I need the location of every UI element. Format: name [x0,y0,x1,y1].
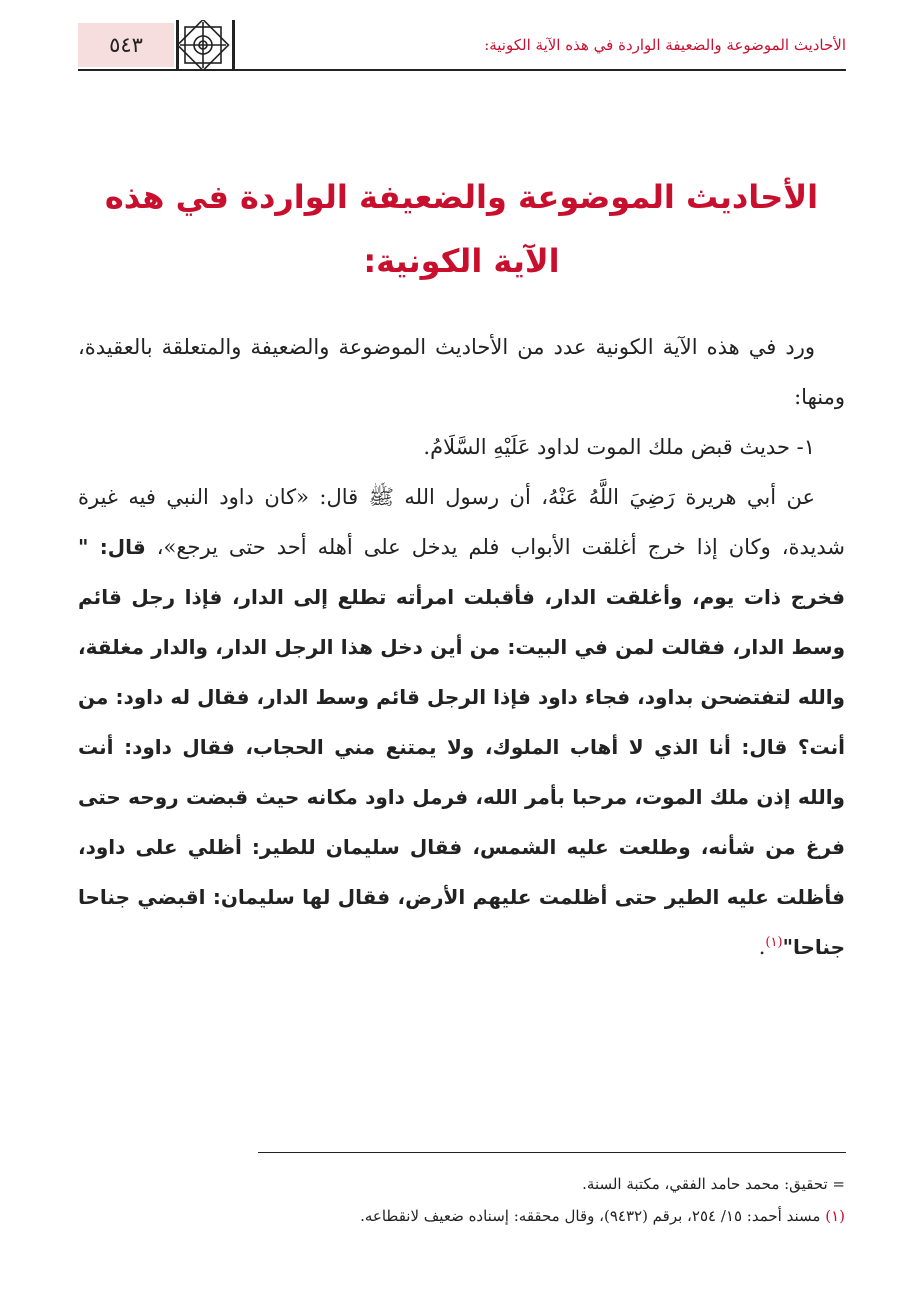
footnotes [78,1168,845,1232]
hadith-paragraph [78,472,845,972]
header-rule [78,69,846,71]
footnote-marker[interactable]: (١) [765,935,783,950]
footnote-continued: = تحقيق: محمد حامد الفقي، مكتبة السنة. [582,1175,845,1193]
main-text [78,322,845,972]
footnote-rule [258,1152,846,1153]
footnote-1-number: (١) [825,1207,845,1225]
running-title: الأحاديث الموضوعة والضعيفة الواردة في هذه الآية الكونية: [484,36,846,54]
decorative-ornament-icon [176,20,230,70]
end-mark: . [758,935,766,959]
list-item-1: ١- حديث قبض ملك الموت لداود عَلَيْهِ السَّلَامُ. [423,435,815,459]
page-header [78,14,846,74]
ornament-right-bar [232,20,235,70]
page-number: ٥٤٣ [109,33,143,57]
hadith-intro: عن أبي هريرة رَضِيَ اللَّهُ عَنْهُ، أن رسول الله ﷺ قال: «كان داود النبي فيه غيرة شديدة، وكان إذا خرج أغلقت الأبواب فلم يدخل على أهله أحد حتى يرجع»، [78,485,845,559]
footnote-1-text: مسند أحمد: ١٥/ ٢٥٤، برقم (٩٤٣٢)، وقال محققه: إسناده ضعيف لانقطاعه. [360,1207,821,1225]
chapter-title: الأحاديث الموضوعة والضعيفة الواردة في هذه الآية الكونية: [104,178,819,280]
intro-paragraph: ورد في هذه الآية الكونية عدد من الأحاديث الموضوعة والضعيفة والمتعلقة بالعقيدة، ومنها: [78,335,845,409]
footnote-1 [78,1200,845,1232]
hadith-text: قال: " فخرج ذات يوم، وأغلقت الدار، فأقبلت امرأته تطلع إلى الدار، فإذا رجل قائم وسط الدار، فقالت لمن في البيت: من أين دخل هذا الرجل الدار، والدار مغلقة، والله لتفتضحن بداود، فجاء داود فإذا الرجل قائم وسط الدار، فقال له داود: من أنت؟ قال: أنا الذي لا أهاب الملوك، ولا يمتنع مني الحجاب، فقال داود: أنت والله إذن ملك الموت، مرحبا بأمر الله، فرمل داود مكانه حيث قبضت روحه حتى فرغ من شأنه، وطلعت عليه الشمس، فقال سليمان للطير: أظلي على داود، فأظلت عليه الطير حتى أظلمت عليهم الأرض، فقال لها سليمان: اقبضي جناحا جناحا" [78,535,845,959]
